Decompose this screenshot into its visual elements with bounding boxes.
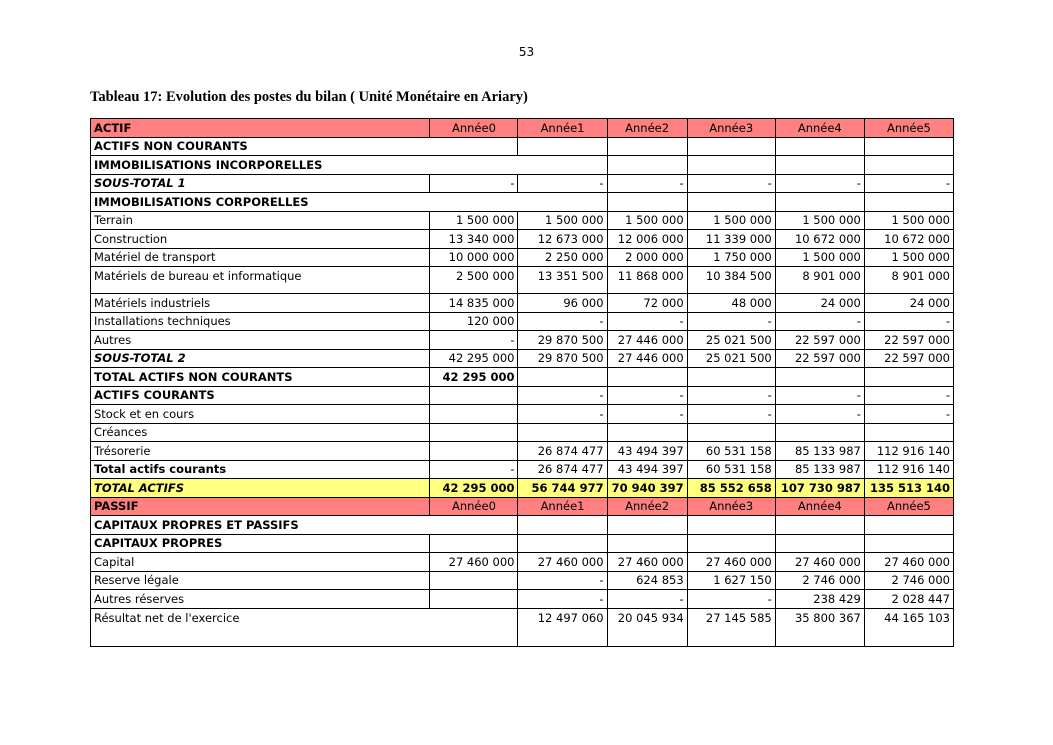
cell-value: 27 460 000 [430, 553, 518, 572]
cell-value: 70 940 397 [607, 479, 687, 498]
row-label: ACTIF [91, 119, 430, 138]
table-caption: Tableau 17: Evolution des postes du bilan ( Unité Monétaire en Ariary) [90, 89, 528, 105]
table-row [91, 174, 954, 193]
cell-value: 85 133 987 [775, 460, 864, 479]
cell-value: 8 901 000 [775, 267, 864, 294]
cell-value: 26 874 477 [518, 442, 607, 461]
cell-value: 22 597 000 [864, 331, 953, 350]
table-row [91, 423, 954, 442]
cell-value: 2 746 000 [775, 571, 864, 590]
row-label: ACTIFS COURANTS [91, 386, 430, 405]
cell-value: 43 494 397 [607, 460, 687, 479]
cell-value: 42 295 000 [430, 479, 518, 498]
cell-value [607, 423, 687, 442]
cell-value: 1 500 000 [775, 211, 864, 230]
row-label: SOUS-TOTAL 2 [91, 349, 430, 368]
year-header: Année0 [430, 497, 518, 516]
cell-value: - [864, 386, 953, 405]
row-label: Autres [91, 331, 430, 350]
cell-value: - [607, 174, 687, 193]
cell-value: 11 868 000 [607, 267, 687, 294]
cell-value: - [864, 405, 953, 424]
cell-value: 12 673 000 [518, 230, 607, 249]
cell-value: - [687, 590, 775, 609]
cell-value: 2 028 447 [864, 590, 953, 609]
cell-value: - [607, 386, 687, 405]
cell-value: 48 000 [687, 294, 775, 313]
cell-value: - [775, 386, 864, 405]
cell-value: - [518, 590, 607, 609]
cell-value: - [518, 571, 607, 590]
cell-value: 29 870 500 [518, 349, 607, 368]
table-row [91, 405, 954, 424]
cell-value: 24 000 [864, 294, 953, 313]
cell-value: - [518, 174, 607, 193]
year-header: Année5 [864, 119, 953, 138]
cell-value: 22 597 000 [775, 349, 864, 368]
row-label: Résultat net de l'exercice [91, 608, 518, 646]
page-number: 53 [518, 45, 535, 59]
cell-value [430, 405, 518, 424]
cell-value: 10 672 000 [864, 230, 953, 249]
row-label: SOUS-TOTAL 1 [91, 174, 430, 193]
table-row [91, 248, 954, 267]
cell-value: 29 870 500 [518, 331, 607, 350]
passif-header-row [91, 497, 954, 516]
cell-value: - [607, 405, 687, 424]
row-label: IMMOBILISATIONS INCORPORELLES [91, 156, 608, 175]
cell-value: 10 384 500 [687, 267, 775, 294]
table-row [91, 349, 954, 368]
row-label: Créances [91, 423, 430, 442]
cell-value [430, 590, 518, 609]
cell-value: 12 006 000 [607, 230, 687, 249]
cell-value: 1 500 000 [687, 211, 775, 230]
cell-value: 10 672 000 [775, 230, 864, 249]
table-row [91, 193, 954, 212]
year-header: Année2 [607, 497, 687, 516]
cell-value: 27 460 000 [518, 553, 607, 572]
cell-value: - [864, 174, 953, 193]
table-row [91, 442, 954, 461]
cell-value: - [518, 405, 607, 424]
table-row [91, 312, 954, 331]
row-label: Total actifs courants [91, 460, 430, 479]
cell-value: - [430, 174, 518, 193]
cell-value: - [775, 312, 864, 331]
cell-value: 1 500 000 [430, 211, 518, 230]
cell-value: 22 597 000 [775, 331, 864, 350]
cell-value: 60 531 158 [687, 460, 775, 479]
cell-value: - [687, 405, 775, 424]
cell-value: 2 746 000 [864, 571, 953, 590]
cell-value: 8 901 000 [864, 267, 953, 294]
cell-value: 27 460 000 [864, 553, 953, 572]
row-label: Autres réserves [91, 590, 430, 609]
year-header: Année5 [864, 497, 953, 516]
cell-value: 27 460 000 [775, 553, 864, 572]
cell-value [518, 423, 607, 442]
cell-value: 26 874 477 [518, 460, 607, 479]
cell-value: 10 000 000 [430, 248, 518, 267]
year-header: Année3 [687, 497, 775, 516]
row-label: CAPITAUX PROPRES [91, 534, 430, 553]
cell-value: 24 000 [775, 294, 864, 313]
cell-value: 72 000 [607, 294, 687, 313]
row-label: Reserve légale [91, 571, 430, 590]
cell-value: - [775, 174, 864, 193]
cell-value: 85 552 658 [687, 479, 775, 498]
table-row [91, 368, 954, 387]
cell-value [864, 423, 953, 442]
table-row [91, 590, 954, 609]
cell-value: 27 460 000 [607, 553, 687, 572]
row-label: Matériels industriels [91, 294, 430, 313]
cell-value: 1 500 000 [775, 248, 864, 267]
cell-value: 56 744 977 [518, 479, 607, 498]
cell-value: 22 597 000 [864, 349, 953, 368]
cell-value: 13 351 500 [518, 267, 607, 294]
table-row [91, 608, 954, 646]
cell-value: 12 497 060 [518, 608, 607, 646]
table-row [91, 386, 954, 405]
cell-value: - [687, 312, 775, 331]
cell-value: 27 446 000 [607, 349, 687, 368]
row-label: Matériels de bureau et informatique [91, 267, 430, 294]
year-header: Année1 [518, 119, 607, 138]
cell-value: 27 460 000 [687, 553, 775, 572]
year-header: Année4 [775, 497, 864, 516]
table-row [91, 553, 954, 572]
cell-value: 44 165 103 [864, 608, 953, 646]
cell-value: 96 000 [518, 294, 607, 313]
cell-value: 13 340 000 [430, 230, 518, 249]
cell-value: 43 494 397 [607, 442, 687, 461]
cell-value: 20 045 934 [607, 608, 687, 646]
cell-value: 112 916 140 [864, 460, 953, 479]
cell-value: 135 513 140 [864, 479, 953, 498]
cell-value: 11 339 000 [687, 230, 775, 249]
table-row [91, 211, 954, 230]
cell-value [775, 423, 864, 442]
table-row [91, 571, 954, 590]
cell-value: - [518, 312, 607, 331]
cell-value: 42 295 000 [430, 349, 518, 368]
cell-value: 1 500 000 [518, 211, 607, 230]
table-row [91, 230, 954, 249]
cell-value: 120 000 [430, 312, 518, 331]
row-label: Capital [91, 553, 430, 572]
row-label: TOTAL ACTIFS [91, 479, 430, 498]
cell-value: 112 916 140 [864, 442, 953, 461]
table-row [91, 267, 954, 294]
row-label: Trésorerie [91, 442, 430, 461]
year-header: Année0 [430, 119, 518, 138]
row-label: Construction [91, 230, 430, 249]
row-label: Stock et en cours [91, 405, 430, 424]
year-header: Année1 [518, 497, 607, 516]
cell-value: 624 853 [607, 571, 687, 590]
cell-value: - [430, 460, 518, 479]
row-label: IMMOBILISATIONS CORPORELLES [91, 193, 608, 212]
row-label: Matériel de transport [91, 248, 430, 267]
cell-value: 238 429 [775, 590, 864, 609]
row-label: CAPITAUX PROPRES ET PASSIFS [91, 516, 518, 535]
cell-value: 1 500 000 [864, 248, 953, 267]
cell-value: 1 500 000 [864, 211, 953, 230]
cell-value: 14 835 000 [430, 294, 518, 313]
cell-value: - [775, 405, 864, 424]
table-row [91, 156, 954, 175]
cell-value [430, 423, 518, 442]
cell-value: - [430, 331, 518, 350]
cell-value: - [864, 312, 953, 331]
year-header: Année3 [687, 119, 775, 138]
balance-sheet-table [90, 118, 954, 647]
cell-value: 25 021 500 [687, 331, 775, 350]
cell-value [430, 571, 518, 590]
cell-value: 2 000 000 [607, 248, 687, 267]
table-row [91, 516, 954, 535]
cell-value: 2 250 000 [518, 248, 607, 267]
actif-header-row [91, 119, 954, 138]
cell-value: 107 730 987 [775, 479, 864, 498]
cell-value: 85 133 987 [775, 442, 864, 461]
cell-value: - [518, 386, 607, 405]
year-header: Année4 [775, 119, 864, 138]
table-row [91, 460, 954, 479]
total-actifs-row [91, 479, 954, 498]
table-row [91, 137, 954, 156]
cell-value: 27 145 585 [687, 608, 775, 646]
cell-value: 60 531 158 [687, 442, 775, 461]
cell-value: - [607, 312, 687, 331]
table-row [91, 534, 954, 553]
row-label: ACTIFS NON COURANTS [91, 137, 518, 156]
cell-value [687, 423, 775, 442]
cell-value: - [607, 590, 687, 609]
cell-value: 25 021 500 [687, 349, 775, 368]
row-label: PASSIF [91, 497, 430, 516]
row-label: Installations techniques [91, 312, 430, 331]
table-row [91, 294, 954, 313]
row-label: Terrain [91, 211, 430, 230]
cell-value: 35 800 367 [775, 608, 864, 646]
cell-value: - [687, 386, 775, 405]
cell-value [430, 442, 518, 461]
year-header: Année2 [607, 119, 687, 138]
cell-value: 42 295 000 [430, 368, 518, 387]
cell-value: 1 627 150 [687, 571, 775, 590]
table-row [91, 331, 954, 350]
cell-value [430, 386, 518, 405]
row-label: TOTAL ACTIFS NON COURANTS [91, 368, 430, 387]
cell-value: 27 446 000 [607, 331, 687, 350]
cell-value: - [687, 174, 775, 193]
cell-value: 1 500 000 [607, 211, 687, 230]
cell-value: 1 750 000 [687, 248, 775, 267]
cell-value: 2 500 000 [430, 267, 518, 294]
